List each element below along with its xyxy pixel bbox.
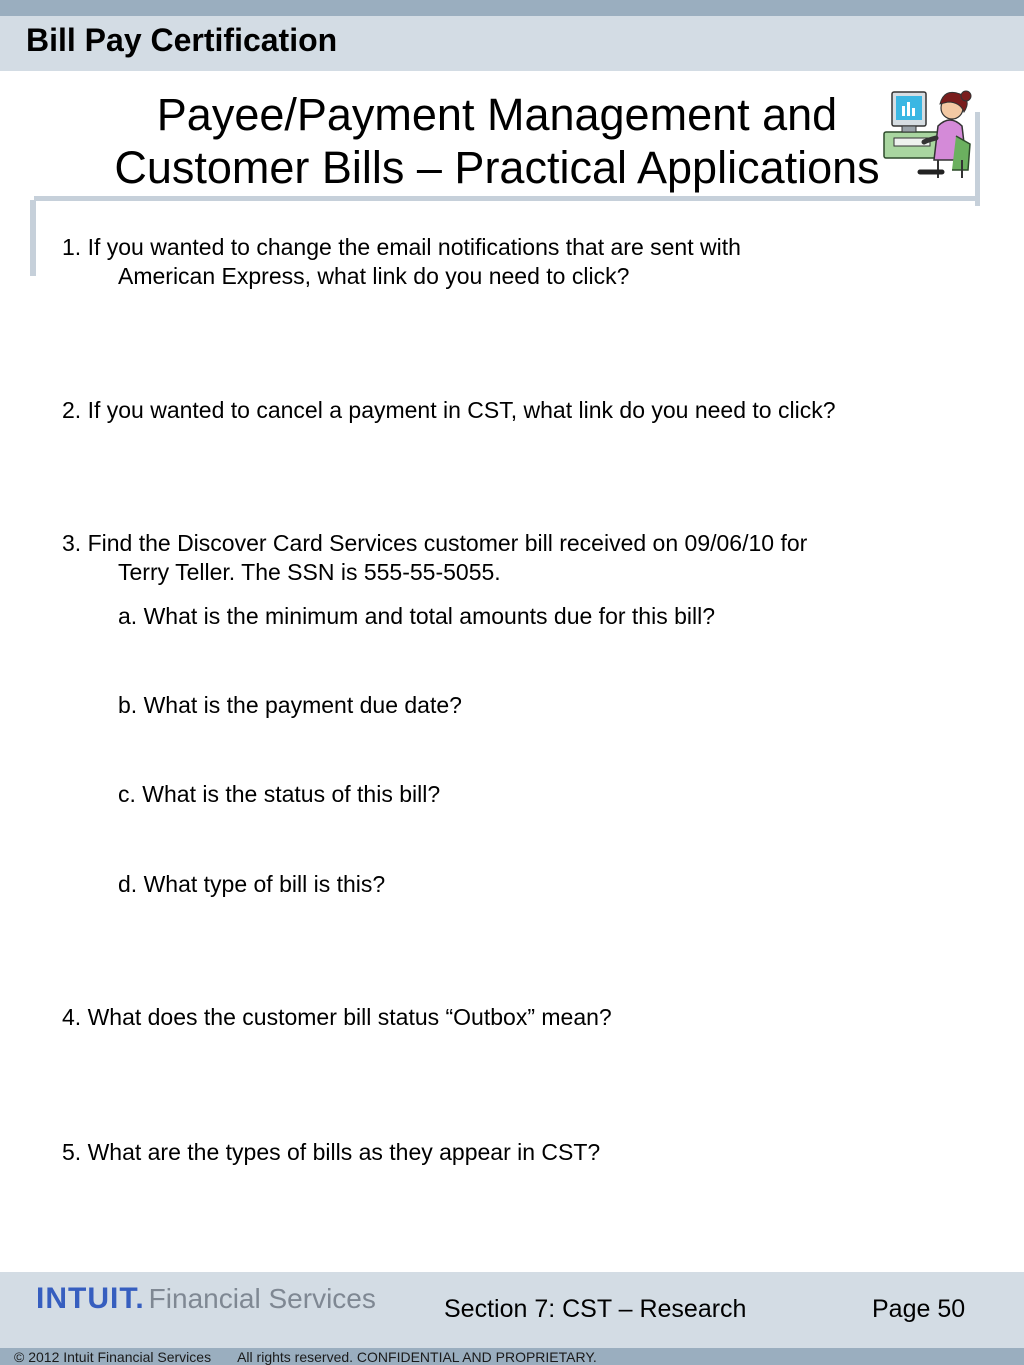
- top-strip: [0, 0, 1024, 16]
- question-1-line-2: American Express, what link do you need to click?: [118, 263, 630, 289]
- footer-section-label: Section 7: CST – Research: [444, 1295, 747, 1323]
- intuit-financial-services-logo: [36, 1282, 376, 1316]
- slide-title-line-2: Customer Bills – Practical Applications: [114, 142, 880, 193]
- logo-brand: INTUIT.: [36, 1282, 145, 1315]
- content-frame-left-rule: [30, 200, 36, 276]
- title-frame-bottom-rule: [34, 196, 980, 201]
- copyright-text: © 2012 Intuit Financial Services: [14, 1349, 212, 1365]
- title-frame-right-rule: [975, 112, 980, 206]
- question-5: 5. What are the types of bills as they appear in CST?: [62, 1139, 601, 1165]
- footer-page-number: Page 50: [872, 1295, 966, 1323]
- rights-text: All rights reserved. CONFIDENTIAL AND PROPRIETARY.: [237, 1349, 597, 1365]
- person-at-computer-icon: [882, 86, 974, 182]
- question-3-line-1: 3. Find the Discover Card Services customer bill received on 09/06/10 for: [62, 530, 808, 556]
- question-1-line-1: 1. If you wanted to change the email notifications that are sent with: [62, 234, 741, 260]
- header-title: Bill Pay Certification: [26, 22, 338, 58]
- question-3-line-2: Terry Teller. The SSN is 555-55-5055.: [118, 559, 501, 585]
- question-3c: c. What is the status of this bill?: [118, 781, 441, 807]
- logo-text: Financial Services: [148, 1283, 376, 1314]
- copyright-line: [14, 1349, 597, 1365]
- slide-title: [84, 88, 910, 194]
- question-3a: a. What is the minimum and total amounts due for this bill?: [118, 603, 716, 629]
- question-3d: d. What type of bill is this?: [118, 871, 386, 897]
- slide-title-line-1: Payee/Payment Management and: [156, 89, 838, 140]
- question-3b: b. What is the payment due date?: [118, 692, 462, 718]
- question-2: 2. If you wanted to cancel a payment in CST, what link do you need to click?: [62, 397, 836, 423]
- question-4: 4. What does the customer bill status “Outbox” mean?: [62, 1004, 612, 1030]
